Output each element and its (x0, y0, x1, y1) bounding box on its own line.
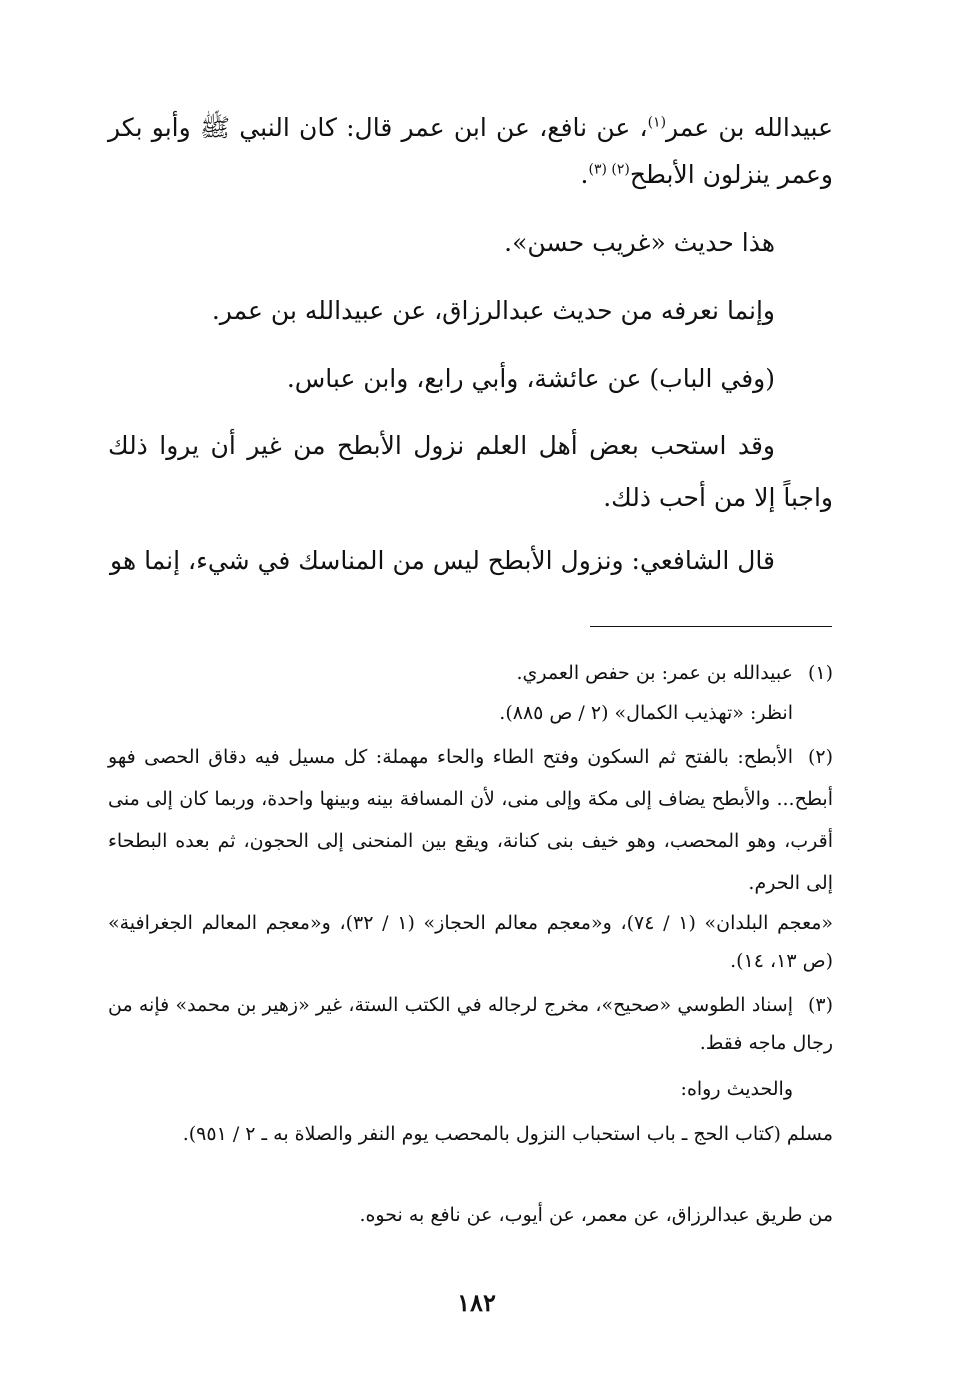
narrator-text: عبيدالله بن عمر (666, 113, 833, 142)
paragraph-chapter: (وفي الباب) عن عائشة، وأبي رابع، وابن عباس. (286, 364, 775, 393)
footnote-3-text: إسناد الطوسي «صحيح»، مخرج لرجاله في الكتب الستة، غير «زهير بن محمد» فإنه من رجال ماجه فقط. (108, 994, 833, 1054)
footnote-1 (108, 654, 833, 692)
paragraph-hadith (108, 104, 833, 198)
page-number: ١٨٢ (457, 1288, 496, 1317)
footnote-3-number: (٣) (807, 994, 833, 1016)
footnote-2-number: (٢) (807, 746, 833, 768)
hadith-end: . (580, 160, 589, 189)
footnote-2-reference: «معجم البلدان» (١ / ٧٤)، و«معجم معالم الحجاز» (١ / ٣٢)، و«معجم المعالم الجغرافية» (ص ١٣، ١٤). (108, 912, 834, 972)
footnote-2 (108, 736, 833, 904)
footnote-1-number: (١) (807, 662, 833, 684)
footnote-1-text: عبيدالله بن عمر: بن حفص العمري. (516, 662, 793, 684)
hadith-text: ، عن نافع، عن ابن عمر قال: كان النبي ﷺ وأبو بكر وعمر ينزلون الأبطح (108, 113, 833, 189)
footnote-3-chain: من طريق عبدالرزاق، عن معمر، عن أيوب، عن نافع به نحوه. (359, 1204, 833, 1226)
footnote-ref-2-3[interactable]: (٢) (٣) (588, 161, 630, 178)
paragraph-grading: هذا حديث «غريب حسن». (504, 228, 775, 257)
paragraph-scholars: وقد استحب بعض أهل العلم نزول الأبطح من غير أن يروا ذلك واجباً إلا من أحب ذلك. (108, 431, 833, 512)
footnote-ref-1[interactable]: (١) (647, 114, 667, 131)
paragraph-shafii: قال الشافعي: ونزول الأبطح ليس من المناسك في شيء، إنما هو (110, 546, 775, 575)
footnote-1-reference: انظر: «تهذيب الكمال» (٢ / ص ٨٨٥). (499, 702, 793, 724)
footnote-3-narration-intro: والحديث رواه: (680, 1078, 793, 1100)
footnote-3-muslim: مسلم (كتاب الحج ـ باب استحباب النزول بالمحصب يوم النفر والصلاة به ـ ٢ / ٩٥١). (182, 1123, 833, 1145)
footnote-divider (590, 626, 832, 627)
paragraph-source: وإنما نعرفه من حديث عبدالرزاق، عن عبيدالله بن عمر. (211, 296, 775, 325)
footnote-3 (108, 986, 833, 1062)
footnote-2-text: الأبطح: بالفتح ثم السكون وفتح الطاء والحاء مهملة: كل مسيل فيه دقاق الحصى فهو أبطح... والأبطح يضاف إلى مكة وإلى منى، لأن المسافة بينه وبينها واحدة، وربما كان إلى منى أقرب، وهو المحصب، وهو خيف بنى كنانة، ويقع بين المنحنى إلى الحجون، ثم بعده البطحاء إلى الحرم. (108, 746, 833, 894)
